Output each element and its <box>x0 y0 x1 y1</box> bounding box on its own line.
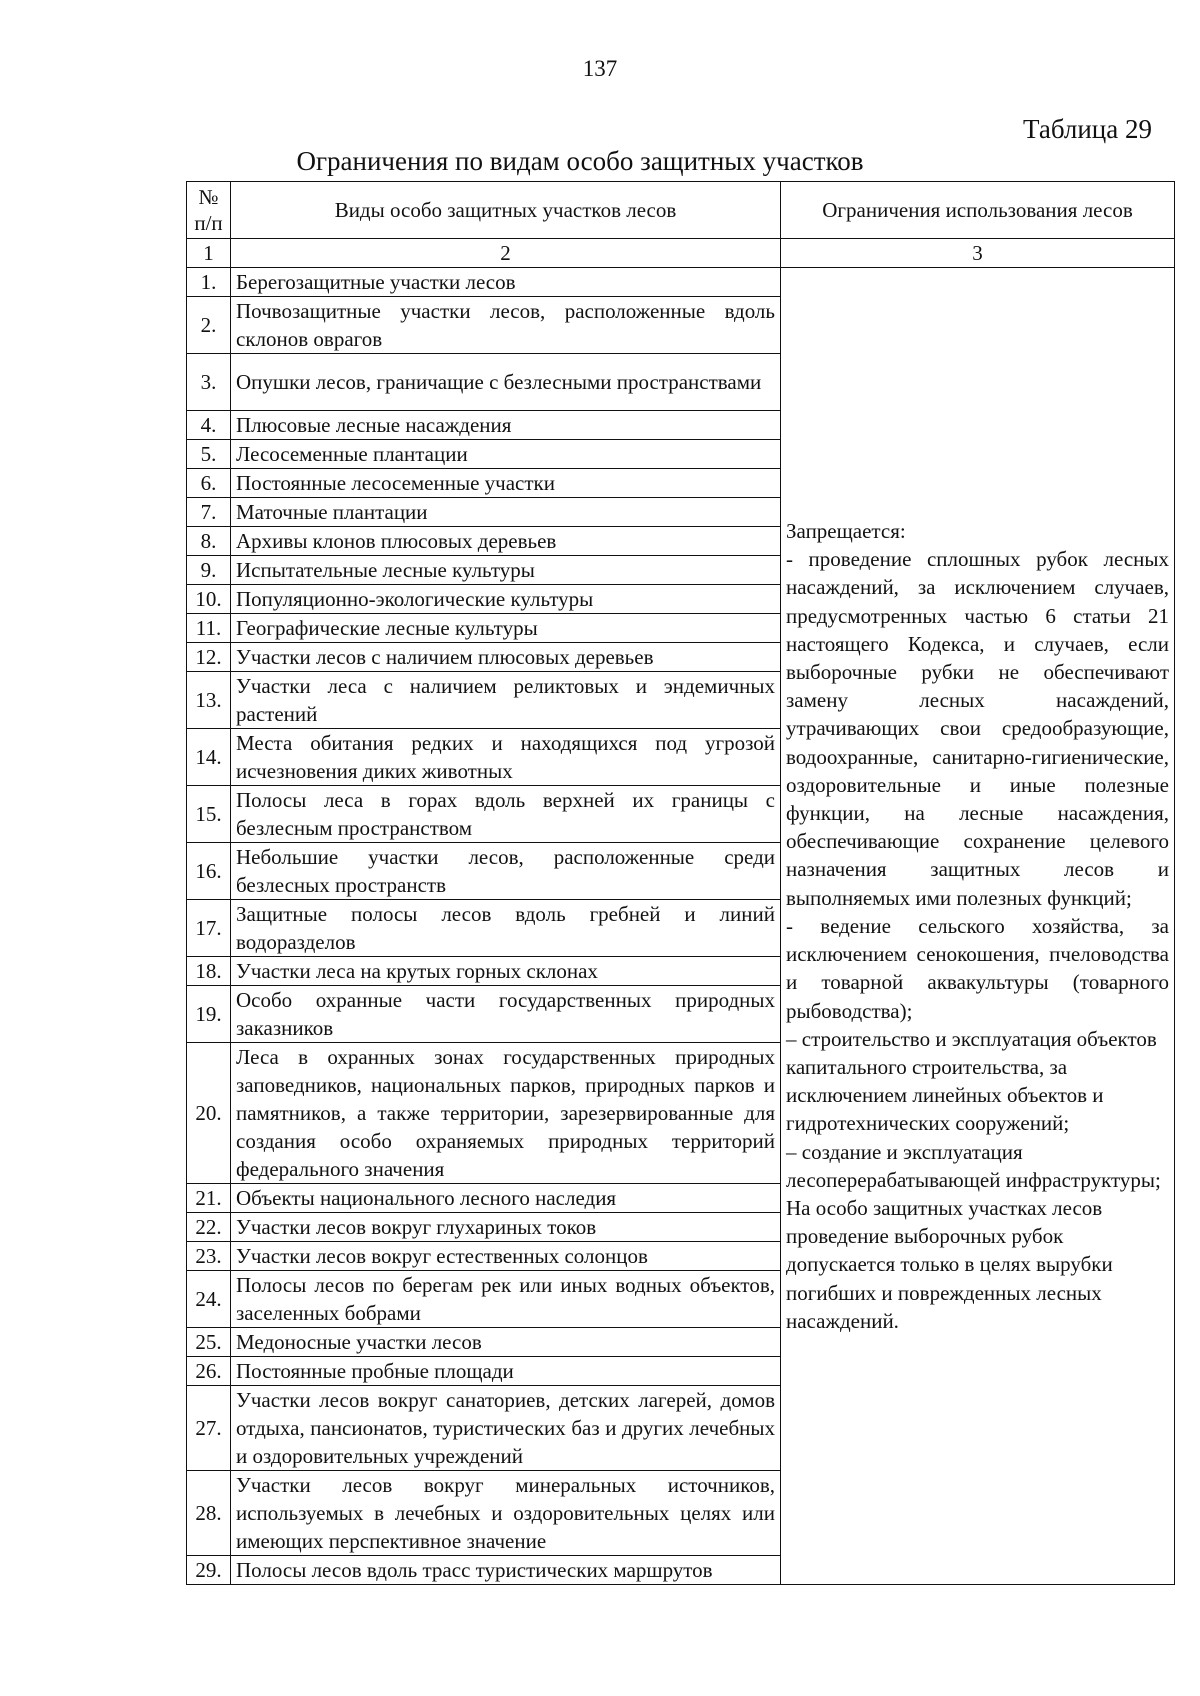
row-kind: Берегозащитные участки лесов <box>231 268 781 297</box>
row-kind: Опушки лесов, граничащие с безлесными пространствами <box>231 354 781 411</box>
row-number: 3. <box>187 354 231 411</box>
column-index: 2 <box>231 239 781 268</box>
row-number: 29. <box>187 1556 231 1585</box>
row-number: 2. <box>187 297 231 354</box>
row-kind: Постоянные лесосеменные участки <box>231 469 781 498</box>
row-kind: Географические лесные культуры <box>231 614 781 643</box>
row-kind: Места обитания редких и находящихся под угрозой исчезновения диких животных <box>231 729 781 786</box>
row-number: 22. <box>187 1213 231 1242</box>
header-num: № п/п <box>187 182 231 239</box>
row-kind: Лесосеменные плантации <box>231 440 781 469</box>
restriction-item: На особо защитных участках лесов проведение выборочных рубок допускается только в целях вырубки погибших и поврежденных лесных насаждений. <box>786 1195 1113 1333</box>
row-kind: Участки лесов вокруг глухариных токов <box>231 1213 781 1242</box>
row-number: 28. <box>187 1471 231 1556</box>
restriction-item: - ведение сельского хозяйства, за исключением сенокошения, пчеловодства и товарной аквакультуры (товарного рыбоводства); <box>786 913 1169 1023</box>
row-number: 10. <box>187 585 231 614</box>
row-number: 1. <box>187 268 231 297</box>
row-number: 8. <box>187 527 231 556</box>
row-number: 18. <box>187 957 231 986</box>
row-number: 17. <box>187 900 231 957</box>
restrictions-table <box>186 181 1175 1585</box>
row-kind: Полосы леса в горах вдоль верхней их границы с безлесным пространством <box>231 786 781 843</box>
header-restriction: Ограничения использования лесов <box>781 182 1175 239</box>
row-kind: Участки леса с наличием реликтовых и эндемичных растений <box>231 672 781 729</box>
row-kind: Небольшие участки лесов, расположенные среди безлесных пространств <box>231 843 781 900</box>
row-kind: Постоянные пробные площади <box>231 1357 781 1386</box>
header-kind: Виды особо защитных участков лесов <box>231 182 781 239</box>
row-kind: Защитные полосы лесов вдоль гребней и линий водоразделов <box>231 900 781 957</box>
row-number: 11. <box>187 614 231 643</box>
row-kind: Плюсовые лесные насаждения <box>231 411 781 440</box>
restriction-item: – создание и эксплуатация лесоперерабатывающей инфраструктуры; <box>786 1139 1161 1192</box>
row-kind: Участки лесов вокруг естественных солонцов <box>231 1242 781 1271</box>
table-number: Таблица 29 <box>1023 114 1152 144</box>
row-kind: Леса в охранных зонах государственных природных заповедников, национальных парков, природных парков и памятников, а также территории, зарезервированные для создания особо охраняемых природных территорий федерального значения <box>231 1043 781 1184</box>
row-kind: Объекты национального лесного наследия <box>231 1184 781 1213</box>
table-row <box>187 268 1175 297</box>
row-kind: Почвозащитные участки лесов, расположенные вдоль склонов оврагов <box>231 297 781 354</box>
row-kind: Полосы лесов по берегам рек или иных водных объектов, заселенных бобрами <box>231 1271 781 1328</box>
row-kind: Участки лесов вокруг минеральных источников, используемых в лечебных и оздоровительных целях или имеющих перспективное значение <box>231 1471 781 1556</box>
restrictions-cell <box>781 268 1175 1585</box>
row-number: 6. <box>187 469 231 498</box>
row-number: 4. <box>187 411 231 440</box>
page-number: 137 <box>582 56 618 81</box>
row-number: 23. <box>187 1242 231 1271</box>
row-kind: Маточные плантации <box>231 498 781 527</box>
row-number: 5. <box>187 440 231 469</box>
row-kind: Полосы лесов вдоль трасс туристических маршрутов <box>231 1556 781 1585</box>
table-title: Ограничения по видам особо защитных участков <box>296 146 864 176</box>
row-number: 26. <box>187 1357 231 1386</box>
row-number: 9. <box>187 556 231 585</box>
row-kind: Медоносные участки лесов <box>231 1328 781 1357</box>
restriction-item: Запрещается: <box>786 519 906 544</box>
row-number: 21. <box>187 1184 231 1213</box>
row-kind: Популяционно-экологические культуры <box>231 585 781 614</box>
column-index-row <box>187 239 1175 268</box>
row-number: 19. <box>187 986 231 1043</box>
row-number: 27. <box>187 1386 231 1471</box>
row-number: 13. <box>187 672 231 729</box>
row-kind: Архивы клонов плюсовых деревьев <box>231 527 781 556</box>
row-number: 24. <box>187 1271 231 1328</box>
restriction-item: - проведение сплошных рубок лесных насаждений, за исключением случаев, предусмотренных частью 6 статьи 21 настоящего Кодекса, и случаев, если выборочные рубки не обеспечивают замену лесных насаждений, утрачивающих свои средообразующие, водоохранные, санитарно-гигиенические, оздоровительные и иные полезные функции, на лесные насаждения, обеспечивающие сохранение целевого назначения защитных лесов и выполняемых ими полезных функций; <box>786 547 1169 910</box>
row-number: 25. <box>187 1328 231 1357</box>
row-number: 15. <box>187 786 231 843</box>
row-number: 20. <box>187 1043 231 1184</box>
column-index: 3 <box>781 239 1175 268</box>
row-kind: Участки лесов вокруг санаториев, детских лагерей, домов отдыха, пансионатов, туристических баз и других лечебных и оздоровительных учреждений <box>231 1386 781 1471</box>
row-number: 12. <box>187 643 231 672</box>
row-kind: Участки леса на крутых горных склонах <box>231 957 781 986</box>
column-index: 1 <box>187 239 231 268</box>
row-kind: Особо охранные части государственных природных заказников <box>231 986 781 1043</box>
row-number: 7. <box>187 498 231 527</box>
restriction-item: – строительство и эксплуатация объектов капитального строительства, за исключением линейных объектов и гидротехнических сооружений; <box>786 1026 1157 1136</box>
row-number: 14. <box>187 729 231 786</box>
row-number: 16. <box>187 843 231 900</box>
row-kind: Участки лесов с наличием плюсовых деревьев <box>231 643 781 672</box>
header-row <box>187 182 1175 239</box>
row-kind: Испытательные лесные культуры <box>231 556 781 585</box>
